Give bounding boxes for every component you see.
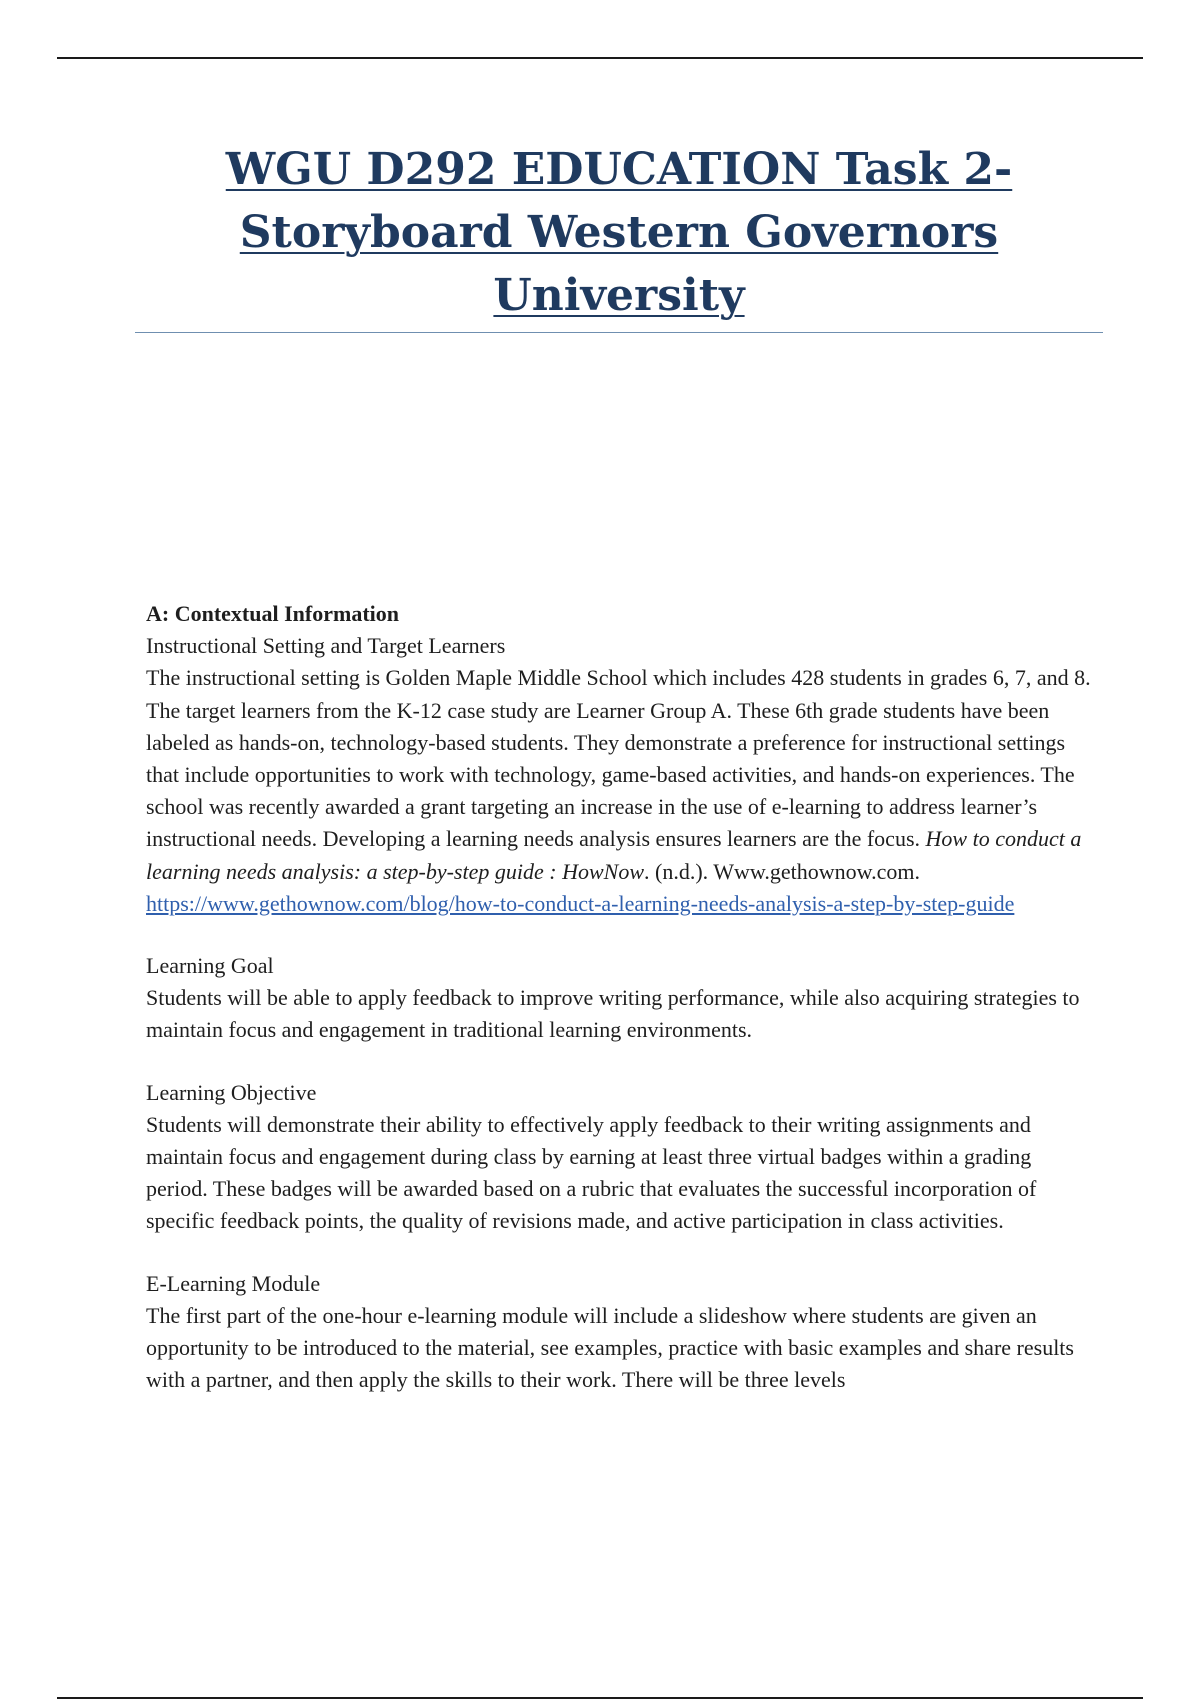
top-rule [57, 57, 1143, 59]
section-a-subheading: Instructional Setting and Target Learners [146, 633, 506, 659]
citation-title: How to conduct a learning needs analysis: a step-by-step guide : HowNow [146, 826, 1082, 884]
title-block [135, 138, 1103, 327]
learning-objective-heading: Learning Objective [146, 1079, 317, 1105]
spacer [146, 1238, 1096, 1268]
citation-link[interactable]: https://www.gethownow.com/blog/how-to-conduct-a-learning-needs-analysis-a-step-by-step-guide [146, 890, 1015, 916]
spacer [146, 920, 1096, 950]
section-a-heading: A: Contextual Information [146, 601, 399, 626]
elearning-module-heading: E-Learning Module [146, 1270, 321, 1296]
learning-goal-text: Students will be able to apply feedback to improve writing performance, while also acquiring strategies to maintain focus and engagement in traditional learning environments. [146, 985, 1080, 1043]
spacer [146, 1047, 1096, 1077]
section-a-text: The instructional setting is Golden Maple Middle School which includes 428 students in grades 6, 7, and 8. The target learners from the K-12 case study are Learner Group A. These 6th grade students have been labeled as hands-on, technology-based students. They demonstrate a preference for instructional settings that include opportunities to work with technology, game-based activities, and hands-on experiences. The school was recently awarded a grant targeting an increase in the use of e-learning to address learner’s instructional needs. Developing a learning needs analysis ensures learners are the focus. [146, 665, 1091, 852]
bottom-rule [57, 1697, 1143, 1699]
section-a-paragraph [146, 662, 1096, 920]
document-body [146, 598, 1096, 1396]
learning-objective-text: Students will demonstrate their ability to effectively apply feedback to their writing assignments and maintain focus and engagement during class by earning at least three virtual badges within a grading period. These badges will be awarded based on a rubric that evaluates the successful incorporation of specific feedback points, the quality of revisions made, and active participation in class activities. [146, 1111, 1037, 1234]
document-title: WGU D292 EDUCATION Task 2- Storyboard Western Governors University [225, 144, 1013, 321]
citation-rest: . (n.d.). Www.gethownow.com. [644, 858, 920, 884]
elearning-module-text: The first part of the one-hour e-learning module will include a slideshow where students are given an opportunity to be introduced to the material, see examples, practice with basic examples and share results with a partner, and then apply the skills to their work. There will be three levels [146, 1302, 1074, 1393]
title-underline-rule [135, 332, 1103, 333]
learning-goal-heading: Learning Goal [146, 953, 274, 979]
